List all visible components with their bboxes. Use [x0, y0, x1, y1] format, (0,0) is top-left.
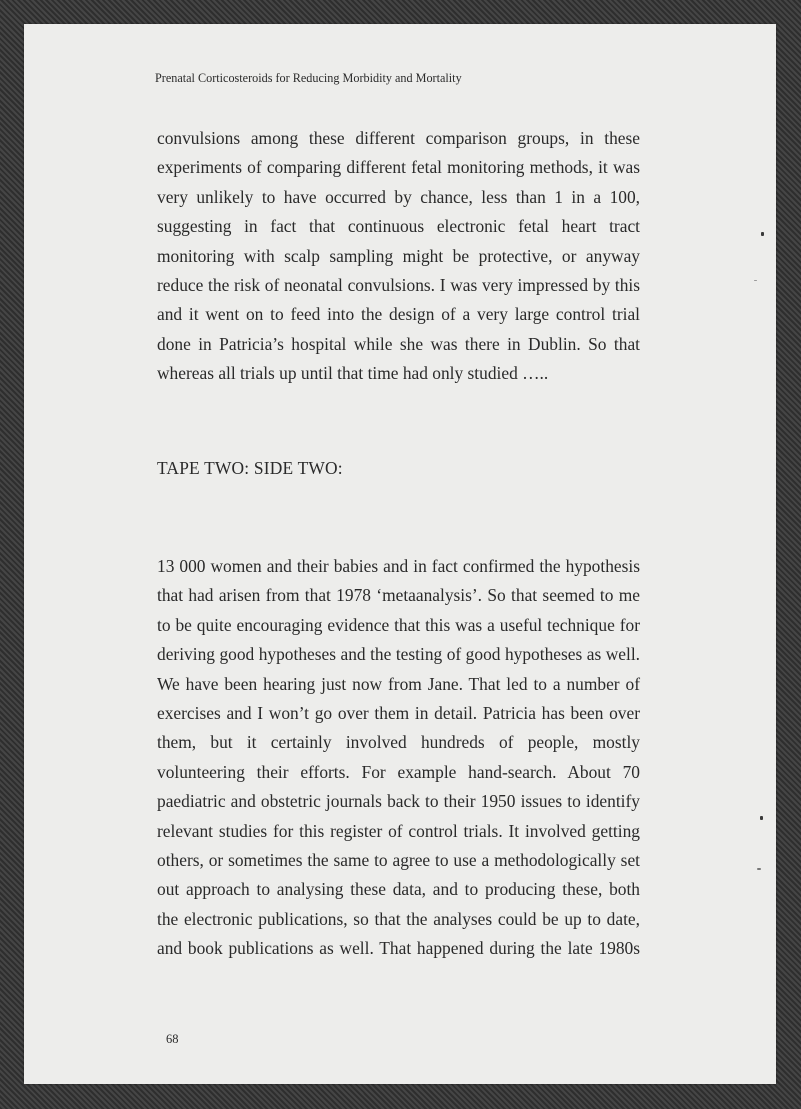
text-line: relevant studies for this register of control trials. It involved getting [157, 820, 640, 841]
margin-speck [760, 816, 763, 820]
text-line: We have been hearing just now from Jane. That led to a number of [157, 673, 640, 694]
text-line: paediatric and obstetric journals back to their 1950 issues to identify [157, 791, 640, 812]
text-line: out approach to analysing these data, and to producing these, both [157, 879, 640, 900]
text-line: exercises and I won’t go over them in detail. Patricia has been over [157, 702, 640, 723]
text-line: and book publications as well. That happened during the late 1980s [157, 938, 640, 959]
text-line: suggesting in fact that continuous electronic fetal heart tract [157, 216, 640, 237]
text-line: volunteering their efforts. For example hand-search. About 70 [157, 761, 640, 782]
text-line: very unlikely to have occurred by chance, less than 1 in a 100, [157, 186, 640, 207]
text-line: others, or sometimes the same to agree to use a methodologically set [157, 849, 640, 870]
text-line: whereas all trials up until that time had only studied ….. [157, 363, 549, 384]
text-line: them, but it certainly involved hundreds of people, mostly [157, 732, 640, 753]
section-heading: TAPE TWO: SIDE TWO: [157, 458, 343, 478]
body-paragraph-1 [157, 124, 640, 389]
text-line: the electronic publications, so that the analyses could be up to date, [157, 908, 640, 929]
body-paragraph-2 [157, 552, 640, 963]
text-line: that had arisen from that 1978 ‘metaanalysis’. So that seemed to me [157, 585, 640, 606]
page-number: 68 [166, 1032, 179, 1046]
book-page [24, 24, 776, 1084]
text-line: reduce the risk of neonatal convulsions. I was very impressed by this [157, 274, 640, 295]
margin-speck [757, 868, 761, 870]
text-line: to be quite encouraging evidence that this was a useful technique for [157, 614, 640, 635]
text-line: and it went on to feed into the design of a very large control trial [157, 304, 640, 325]
margin-speck [761, 232, 764, 236]
text-line: experiments of comparing different fetal monitoring methods, it was [157, 157, 640, 178]
text-line: 13 000 women and their babies and in fact confirmed the hypothesis [157, 556, 640, 576]
text-line: deriving good hypotheses and the testing of good hypotheses as well. [157, 644, 640, 665]
text-line: done in Patricia’s hospital while she was there in Dublin. So that [157, 333, 640, 354]
text-line: monitoring with scalp sampling might be protective, or anyway [157, 245, 640, 266]
margin-speck [754, 280, 757, 281]
text-line: convulsions among these different comparison groups, in these [157, 128, 640, 148]
running-head: Prenatal Corticosteroids for Reducing Morbidity and Mortality [155, 71, 462, 85]
